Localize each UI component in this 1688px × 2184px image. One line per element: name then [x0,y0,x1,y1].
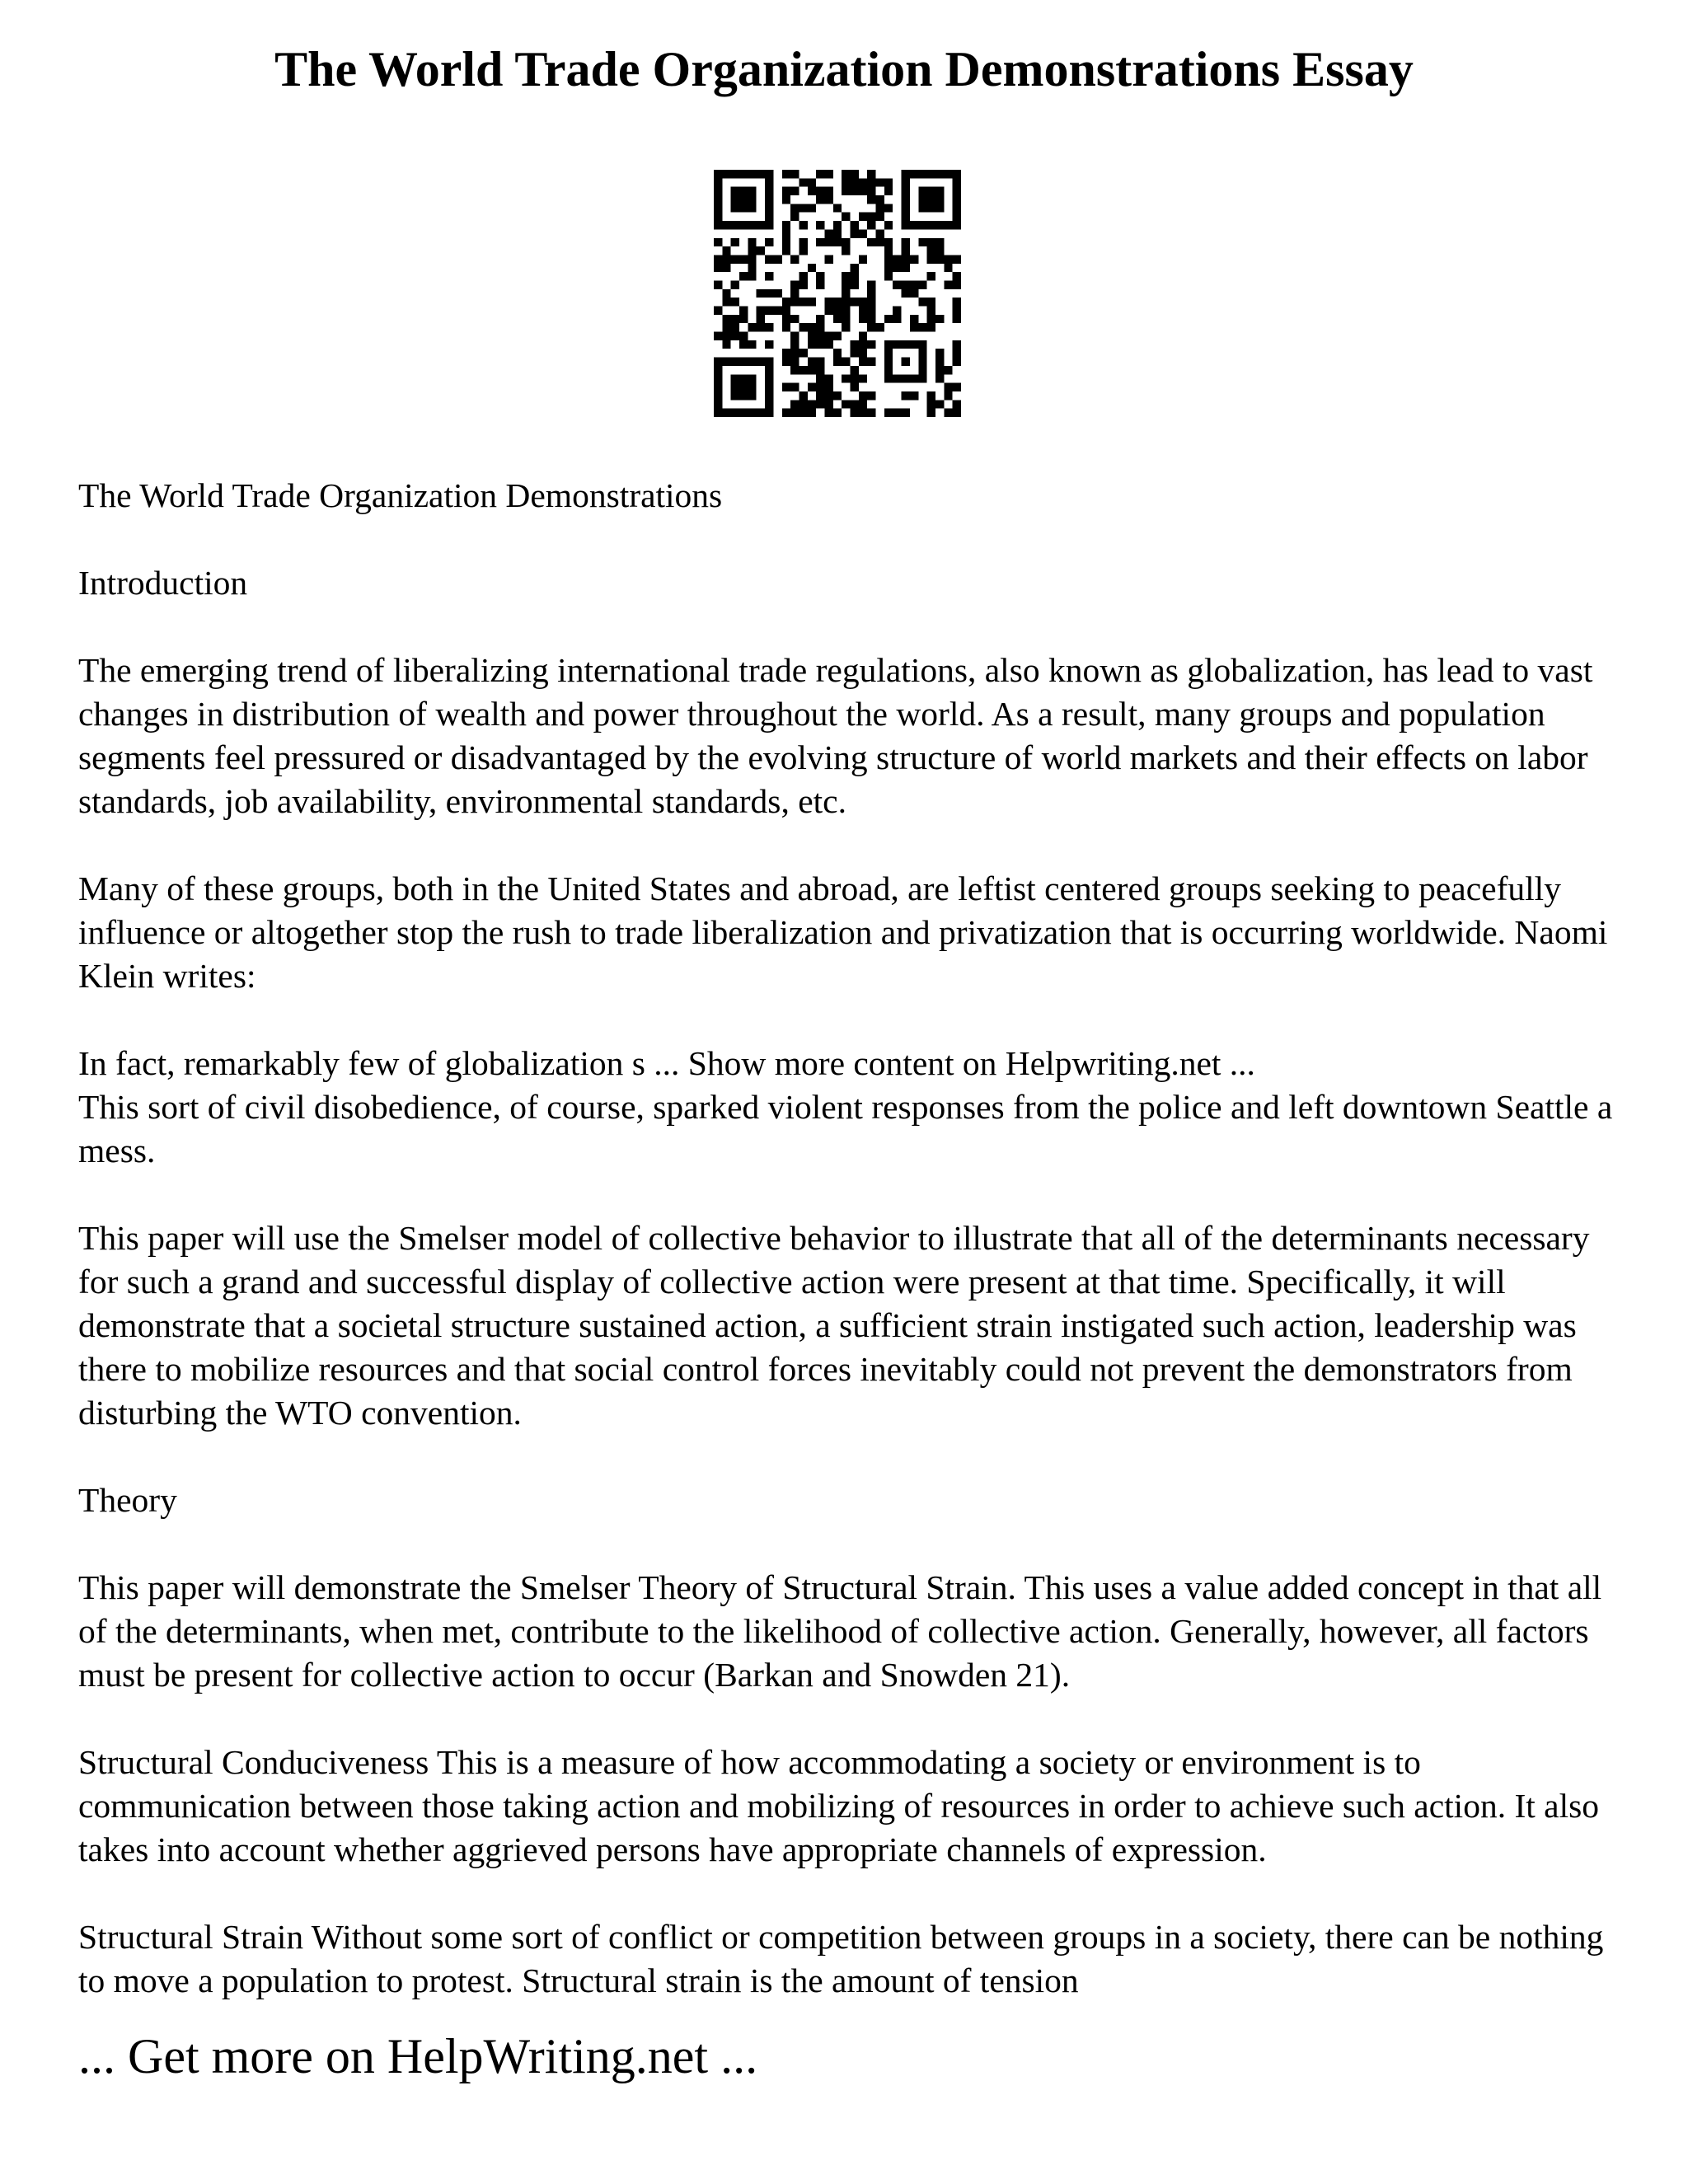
essay-heading-paragraph: The World Trade Organization Demonstrations [78,476,723,514]
section-heading-theory: Theory [78,1481,177,1519]
get-more-link[interactable]: ... Get more on HelpWriting.net ... [78,2029,758,2083]
qr-code-icon [714,170,961,417]
essay-body [78,474,1628,2046]
paragraph-groups: Many of these groups, both in the United States and abroad, are leftist centered groups seeking to peacefully influence or altogether stop the rush to trade liberalization and privatization that is occurring worldwide. Naomi Klein writes: [78,869,1608,995]
paragraph-show-more: In fact, remarkably few of globalization s ... Show more content on Helpwriting.net ... [78,1044,1255,1082]
paragraph-structural-strain: Structural Strain Without some sort of conflict or competition between groups in a society, there can be nothing to move a population to protest. Structural strain is the amount of tension [78,1918,1604,1999]
paragraph-structural-conduciveness: Structural Conduciveness This is a measure of how accommodating a society or environment is to communication between those taking action and mobilizing of resources in order to achieve such action. It also takes into account whether aggrieved persons have appropriate channels of expression. [78,1743,1600,1868]
paragraph-theory: This paper will demonstrate the Smelser Theory of Structural Strain. This uses a value added concept in that all of the determinants, when met, contribute to the likelihood of collective action. Generally, however, all factors must be present for collective action to occur (Barkan and Snowden 21). [78,1568,1602,1694]
paragraph-civil-disobedience: This sort of civil disobedience, of course, sparked violent responses from the police and left downtown Seattle a mess. [78,1088,1613,1169]
paragraph-smelser-model: This paper will use the Smelser model of collective behavior to illustrate that all of the determinants necessary for such a grand and successful display of collective action were present at that time. Specifically, it will demonstrate that a societal structure sustained action, a sufficient strain instigated such action, leadership was there to mobilize resources and that social control forces inevitably could not prevent the demonstrators from disturbing the WTO convention. [78,1219,1590,1432]
paragraph-introduction: The emerging trend of liberalizing international trade regulations, also known as globalization, has lead to vast changes in distribution of wealth and power throughout the world. As a result, many groups and population segments feel pressured or disadvantaged by the evolving structure of world markets and their effects on labor standards, job availability, environmental standards, etc. [78,651,1593,820]
document-title: The World Trade Organization Demonstrations Essay [274,42,1414,96]
section-heading-introduction: Introduction [78,564,248,602]
